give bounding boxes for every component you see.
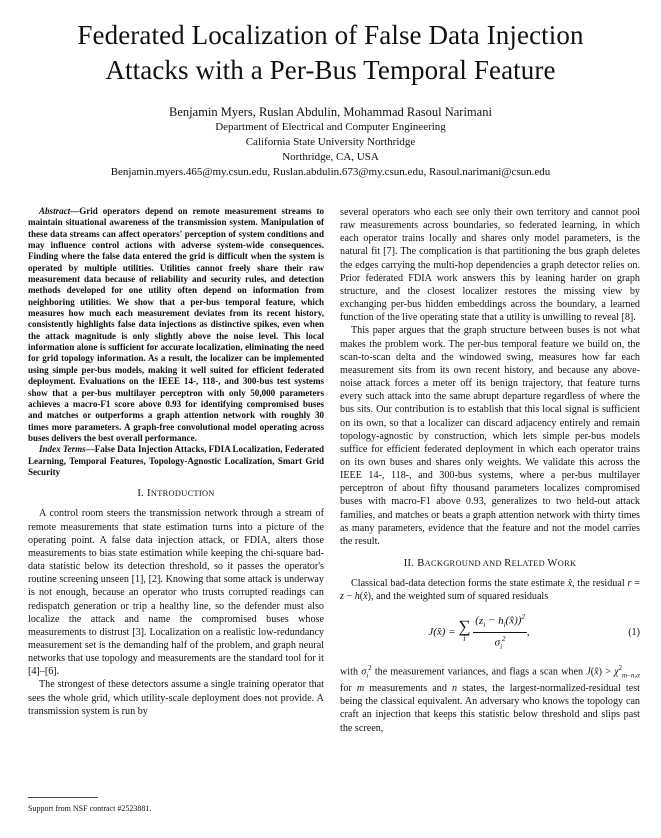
- author-emails: Benjamin.myers.465@my.csun.edu, Ruslan.abdulin.673@my.csun.edu, Rasoul.narimani@csun.edu: [110, 166, 551, 178]
- intro-paragraph-3: This paper argues that the graph structure between buses is not what makes the problem work. The per-bus temporal feature we build on, the scan-to-scan delta and the windowed swing, measures how far each measurement sits from its own recent history, and because any above-noise attack forces a meter off its benign trajectory, that feature turns every such attack into the same abrupt departure regardless of where the bus sits. Our contribution is to establish that this local signal is sufficient on its own, so that a localizer can discard adjacency entirely and remain topology-agnostic by construction, which lets simple per-bus models suffice for efficient federated deployment in which each operator trains on its own buses and shares only weights. We validate this across the IEEE 14-, 118-, and 300-bus systems, where a per-bus multilayer perceptron of about fifty thousand parameters localizes compromised buses with macro-F1 above 0.93, generalizes to two held-out attack families, and matches or beats a graph attention network with thirty times as many parameters, evidence that the feature and not the model carries the result.: [340, 325, 640, 547]
- title-line-1: Federated Localization of False Data Injection: [77, 20, 584, 50]
- section-heading-introduction: I. INTRODUCTION: [137, 488, 215, 500]
- footnote: Support from NSF contract #2523881.: [28, 804, 152, 813]
- intro-paragraph-2: The strongest of these detectors assume a single training operator that sees the whole grid, which utility-scale deployment does not provide. A transmission system is run by: [28, 679, 324, 717]
- equation-1: [340, 613, 640, 653]
- index-terms: [28, 444, 324, 478]
- index-terms-text: —False Data Injection Attacks, FDIA Localization, Federated Learning, Temporal Features, Topology-Agnostic Localization, Smart Grid Security: [28, 444, 324, 477]
- affiliation-dept: Department of Electrical and Computer Engineering: [215, 121, 446, 133]
- affiliation-university: California State University Northridge: [245, 136, 416, 148]
- left-column: [28, 206, 324, 718]
- abstract-text: —Grid operators depend on remote measurement streams to maintain situational awareness of the transmission system. Manipulation of these data streams can affect operators' perception of system conditions and may influence control actions with adverse system-wide consequences. Finding where the false data entered the grid is difficult when the system is operated by multiple utilities. Utilities cannot freely share their raw measurement data because of reliability and security rules, and detection methods developed for one utility often depend on information from neighboring utilities. We show that a per-bus temporal feature, which measures how much each measurement deviates from its recent history, consistently highlights false data injections as distinctive spikes, even when the attack magnitude is only slightly above the noise level. This local information alone is sufficient for accurate localization, eliminating the need for grid topology information. As a result, the localizer can be implemented using simple per-bus models, making it well suited for efficient federated deployment. Evaluations on the IEEE 14-, 118-, and 300-bus test systems show that a per-bus multilayer perceptron with only 50,000 parameters achieves a macro-F1 score above 0.93 for identifying compromised buses and matches or outperforms a graph attention network with roughly 30 times more parameters. A graph-free convolutional model operating across buses delivers the best overall performance.: [28, 206, 324, 443]
- footnote-rule: [28, 797, 98, 798]
- equation-fraction: $\frac{(z_i - h_i(x̂))^2}{\sigma_i^2}$: [475, 613, 525, 651]
- section-heading-background: II. BACKGROUND AND RELATED WORK: [403, 558, 577, 570]
- affiliation-city: Northridge, CA, USA: [282, 151, 379, 163]
- equation-body: J(x̂) = ∑ i $\frac{(z_i - h_i(x̂))^2}{\sigma_i^2}$ ,: [340, 611, 618, 654]
- intro-paragraph-2-continued: several operators who each see only their own territory and cannot pool raw measurements across boundaries, so federated learning, in which each operator trains locally and shares only model parameters, is the natural fit [7]. The complication is that partitioning the bus graph deletes the edges carrying the multi-hop dependencies a graph detector relies on. Prior federated FDIA work answers this by leaning harder on graph structure, and the closest localizer restores the missing view by exchanging per-bus hidden embeddings across the boundary, a learned function of the live operating state that a utility is unwilling to reveal [8].: [340, 207, 640, 324]
- title-line-2: Attacks with a Per-Bus Temporal Feature: [105, 55, 556, 85]
- title-block: [0, 18, 661, 180]
- background-paragraph-2: with $\sigma_i^2$ the measurement variances, and flags a scan when J(x̂) > $\chi^2_{m-n,\alpha}$ for m measurements and n states, the largest-normalized-residual test being the classical equivalent. An adversary who knows the topology can craft an injection that keeps this statistic below threshold and slips past the screen,: [340, 663, 640, 734]
- right-column: [340, 206, 640, 735]
- intro-paragraph-1: A control room steers the transmission network through a stream of remote measurements that state estimation turns into a picture of the operating point. A false data injection attack, or FDIA, alters those measurements to bias state estimation while keeping the chi-square bad-data statistic below its detection threshold, so it passes the operator's routine screening unseen [1], [2]. Knowing that some attack is underway is not enough, because an operator who trusts corrupted readings can redispatch generation or trip a healthy line, so the defender must also localize the attack and name the compromised buses whose measurements to distrust [3]. Localization on a realistic low-redundancy measurement set is the demanding half of the problem, and graph neural networks that use topology and measurements are the standard tool for it [4]–[6].: [28, 508, 324, 678]
- index-terms-lead: Index Terms: [39, 444, 86, 455]
- authors: Benjamin Myers, Ruslan Abdulin, Mohammad Rasoul Narimani: [169, 105, 492, 119]
- abstract-lead: Abstract: [39, 206, 71, 216]
- equation-number: (1): [628, 626, 640, 638]
- summation-symbol: ∑ i: [458, 616, 471, 643]
- background-paragraph-1: Classical bad-data detection forms the state estimate x̂, the residual r = z − h(x̂), and the weighted sum of squared residuals: [340, 578, 641, 603]
- abstract: [28, 206, 324, 444]
- paper-title: [0, 18, 661, 88]
